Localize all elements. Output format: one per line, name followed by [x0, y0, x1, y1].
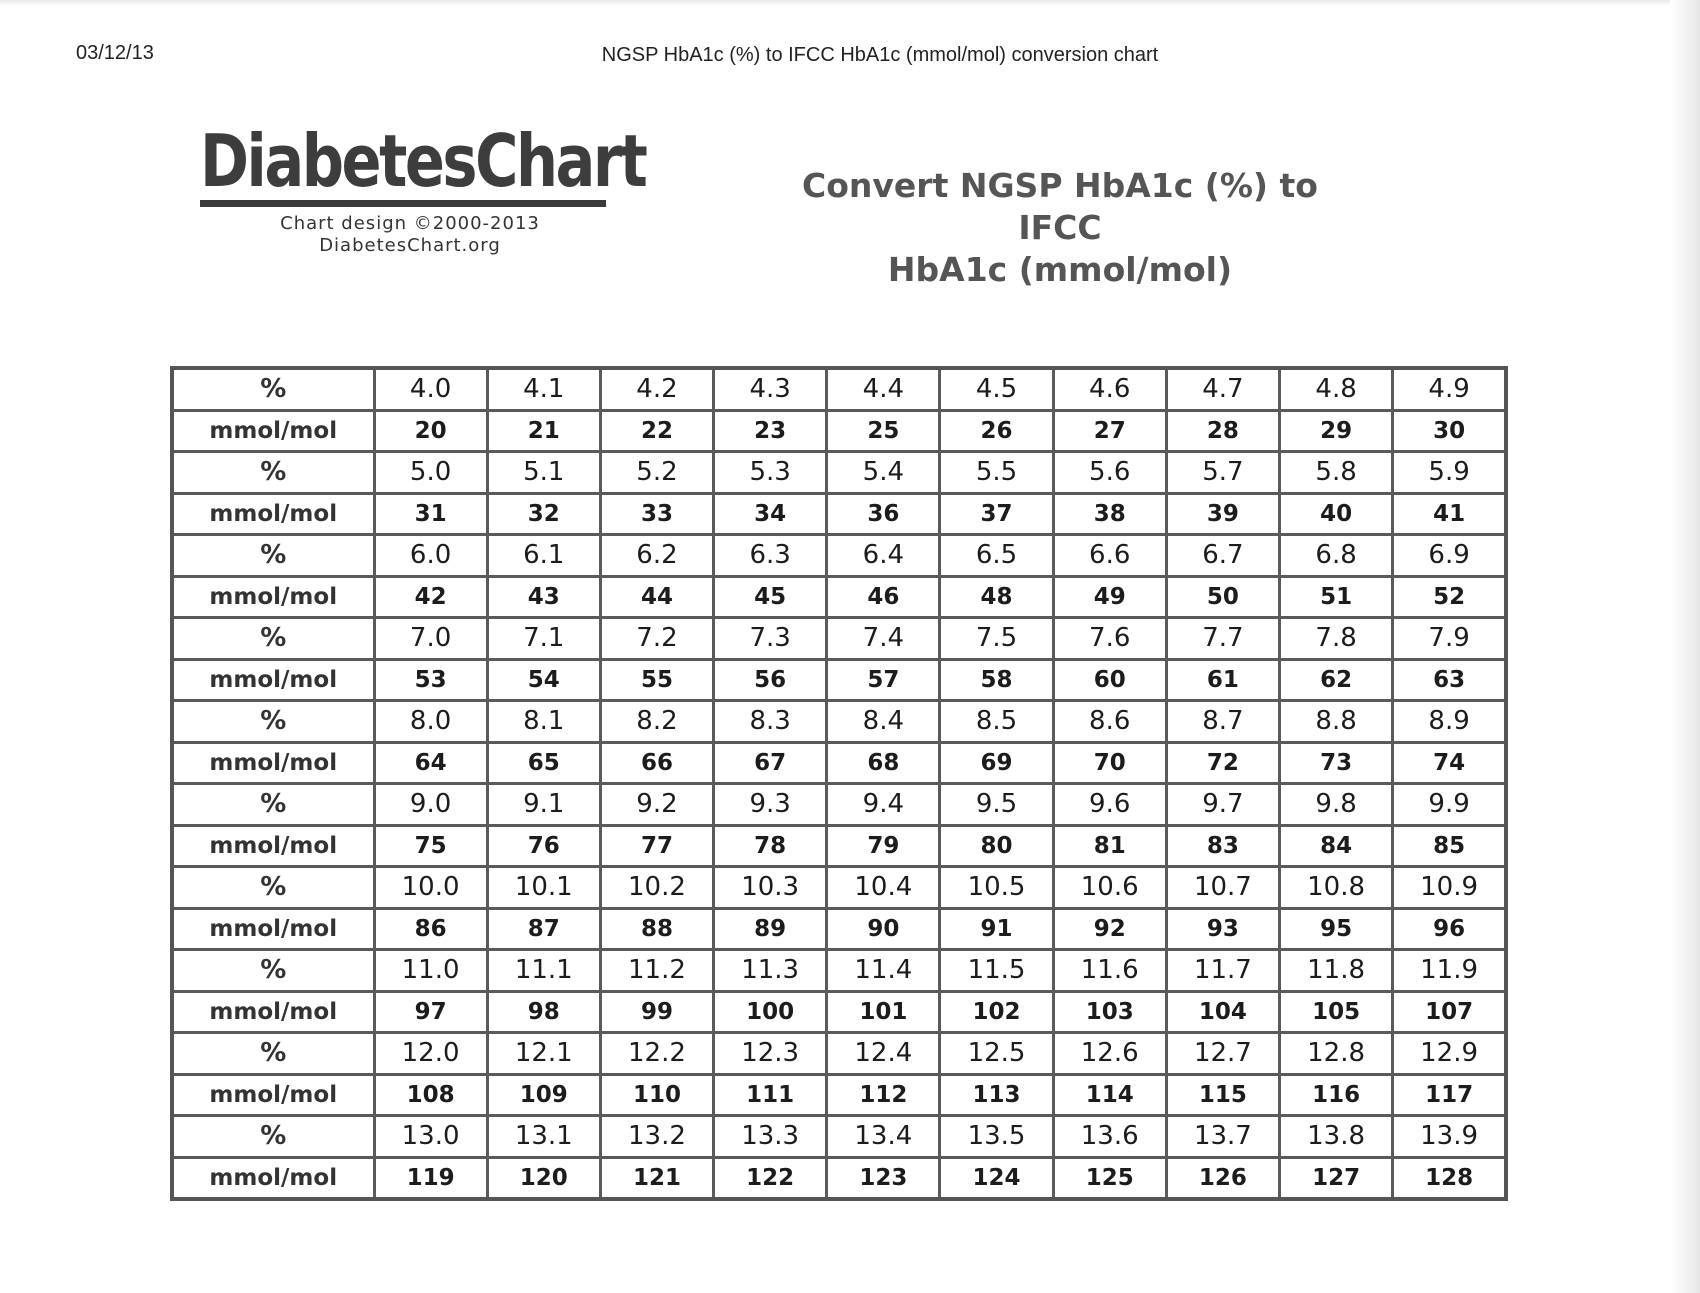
mmol-cell: 36 — [827, 493, 940, 535]
mmol-cell: 67 — [714, 742, 827, 784]
mmol-row-label: mmol/mol — [172, 908, 374, 950]
mmol-cell: 48 — [940, 576, 1053, 618]
percent-cell: 13.5 — [940, 1116, 1053, 1158]
mmol-cell: 43 — [487, 576, 600, 618]
percent-cell: 13.0 — [374, 1116, 487, 1158]
mmol-cell: 76 — [487, 825, 600, 867]
percent-cell: 9.5 — [940, 784, 1053, 826]
mmol-row-label: mmol/mol — [172, 991, 374, 1033]
mmol-cell: 98 — [487, 991, 600, 1033]
mmol-row — [172, 991, 1506, 1033]
percent-cell: 9.8 — [1280, 784, 1393, 826]
percent-cell: 4.7 — [1166, 368, 1279, 410]
mmol-cell: 109 — [487, 1074, 600, 1116]
percent-row — [172, 1116, 1506, 1158]
percent-cell: 6.7 — [1166, 535, 1279, 577]
percent-row — [172, 784, 1506, 826]
percent-cell: 10.5 — [940, 867, 1053, 909]
mmol-cell: 37 — [940, 493, 1053, 535]
mmol-cell: 69 — [940, 742, 1053, 784]
mmol-row-label: mmol/mol — [172, 576, 374, 618]
conversion-table-body — [172, 368, 1506, 1199]
mmol-row-label: mmol/mol — [172, 1074, 374, 1116]
percent-cell: 6.1 — [487, 535, 600, 577]
mmol-cell: 45 — [714, 576, 827, 618]
mmol-cell: 97 — [374, 991, 487, 1033]
mmol-cell: 124 — [940, 1157, 1053, 1199]
mmol-cell: 95 — [1280, 908, 1393, 950]
mmol-cell: 58 — [940, 659, 1053, 701]
mmol-cell: 88 — [600, 908, 713, 950]
mmol-cell: 27 — [1053, 410, 1166, 452]
percent-cell: 13.8 — [1280, 1116, 1393, 1158]
percent-cell: 11.5 — [940, 950, 1053, 992]
percent-cell: 7.9 — [1393, 618, 1506, 660]
mmol-cell: 56 — [714, 659, 827, 701]
mmol-cell: 113 — [940, 1074, 1053, 1116]
mmol-cell: 60 — [1053, 659, 1166, 701]
mmol-row — [172, 493, 1506, 535]
mmol-row — [172, 908, 1506, 950]
mmol-cell: 72 — [1166, 742, 1279, 784]
mmol-cell: 22 — [600, 410, 713, 452]
mmol-cell: 125 — [1053, 1157, 1166, 1199]
mmol-cell: 40 — [1280, 493, 1393, 535]
percent-cell: 13.3 — [714, 1116, 827, 1158]
mmol-cell: 57 — [827, 659, 940, 701]
logo-credit-line2: DiabetesChart.org — [319, 235, 501, 256]
mmol-cell: 81 — [1053, 825, 1166, 867]
percent-cell: 8.3 — [714, 701, 827, 743]
mmol-cell: 122 — [714, 1157, 827, 1199]
percent-row-label: % — [172, 1033, 374, 1075]
percent-cell: 10.3 — [714, 867, 827, 909]
percent-cell: 7.6 — [1053, 618, 1166, 660]
percent-cell: 12.6 — [1053, 1033, 1166, 1075]
mmol-cell: 114 — [1053, 1074, 1166, 1116]
logo-credit-line1: Chart design ©2000-2013 — [280, 213, 540, 234]
mmol-cell: 29 — [1280, 410, 1393, 452]
percent-cell: 10.8 — [1280, 867, 1393, 909]
percent-row — [172, 452, 1506, 494]
percent-cell: 10.4 — [827, 867, 940, 909]
percent-cell: 10.7 — [1166, 867, 1279, 909]
percent-cell: 5.5 — [940, 452, 1053, 494]
mmol-cell: 63 — [1393, 659, 1506, 701]
percent-cell: 8.4 — [827, 701, 940, 743]
percent-cell: 6.5 — [940, 535, 1053, 577]
percent-cell: 8.8 — [1280, 701, 1393, 743]
mmol-cell: 126 — [1166, 1157, 1279, 1199]
mmol-row — [172, 576, 1506, 618]
percent-cell: 11.4 — [827, 950, 940, 992]
chart-heading — [780, 165, 1340, 291]
mmol-cell: 38 — [1053, 493, 1166, 535]
percent-cell: 11.0 — [374, 950, 487, 992]
percent-row-label: % — [172, 1116, 374, 1158]
header-date: 03/12/13 — [76, 42, 154, 64]
mmol-cell: 117 — [1393, 1074, 1506, 1116]
mmol-cell: 77 — [600, 825, 713, 867]
mmol-cell: 62 — [1280, 659, 1393, 701]
percent-cell: 7.8 — [1280, 618, 1393, 660]
percent-cell: 10.9 — [1393, 867, 1506, 909]
mmol-cell: 115 — [1166, 1074, 1279, 1116]
percent-cell: 9.2 — [600, 784, 713, 826]
percent-cell: 4.3 — [714, 368, 827, 410]
mmol-cell: 84 — [1280, 825, 1393, 867]
mmol-cell: 86 — [374, 908, 487, 950]
percent-cell: 12.5 — [940, 1033, 1053, 1075]
percent-cell: 9.1 — [487, 784, 600, 826]
mmol-cell: 85 — [1393, 825, 1506, 867]
mmol-cell: 25 — [827, 410, 940, 452]
percent-row-label: % — [172, 950, 374, 992]
mmol-cell: 42 — [374, 576, 487, 618]
mmol-row-label: mmol/mol — [172, 825, 374, 867]
mmol-row — [172, 1157, 1506, 1199]
percent-cell: 11.2 — [600, 950, 713, 992]
mmol-cell: 51 — [1280, 576, 1393, 618]
mmol-cell: 52 — [1393, 576, 1506, 618]
mmol-cell: 100 — [714, 991, 827, 1033]
scan-top-shadow — [0, 0, 1700, 6]
conversion-table — [170, 366, 1508, 1201]
percent-row-label: % — [172, 701, 374, 743]
percent-cell: 9.0 — [374, 784, 487, 826]
percent-cell: 10.2 — [600, 867, 713, 909]
percent-cell: 7.4 — [827, 618, 940, 660]
percent-cell: 4.4 — [827, 368, 940, 410]
percent-row-label: % — [172, 535, 374, 577]
mmol-cell: 89 — [714, 908, 827, 950]
mmol-cell: 23 — [714, 410, 827, 452]
mmol-cell: 121 — [600, 1157, 713, 1199]
mmol-cell: 44 — [600, 576, 713, 618]
percent-cell: 12.9 — [1393, 1033, 1506, 1075]
percent-cell: 5.9 — [1393, 452, 1506, 494]
percent-row — [172, 701, 1506, 743]
mmol-cell: 54 — [487, 659, 600, 701]
mmol-cell: 20 — [374, 410, 487, 452]
mmol-row — [172, 659, 1506, 701]
mmol-cell: 111 — [714, 1074, 827, 1116]
percent-cell: 9.4 — [827, 784, 940, 826]
percent-cell: 7.7 — [1166, 618, 1279, 660]
percent-cell: 7.5 — [940, 618, 1053, 660]
percent-cell: 6.9 — [1393, 535, 1506, 577]
percent-cell: 12.3 — [714, 1033, 827, 1075]
mmol-row — [172, 742, 1506, 784]
percent-cell: 6.8 — [1280, 535, 1393, 577]
percent-cell: 7.2 — [600, 618, 713, 660]
percent-cell: 8.2 — [600, 701, 713, 743]
mmol-row — [172, 410, 1506, 452]
mmol-cell: 104 — [1166, 991, 1279, 1033]
percent-cell: 6.4 — [827, 535, 940, 577]
mmol-cell: 91 — [940, 908, 1053, 950]
logo-wordmark: DiabetesChart — [200, 119, 646, 203]
header-title: NGSP HbA1c (%) to IFCC HbA1c (mmol/mol) conversion chart — [601, 44, 1159, 66]
percent-cell: 8.7 — [1166, 701, 1279, 743]
percent-row — [172, 1033, 1506, 1075]
mmol-cell: 102 — [940, 991, 1053, 1033]
percent-cell: 13.2 — [600, 1116, 713, 1158]
percent-cell: 6.6 — [1053, 535, 1166, 577]
logo-credit — [200, 213, 620, 257]
percent-cell: 4.8 — [1280, 368, 1393, 410]
mmol-cell: 64 — [374, 742, 487, 784]
percent-cell: 9.6 — [1053, 784, 1166, 826]
mmol-cell: 105 — [1280, 991, 1393, 1033]
percent-cell: 11.7 — [1166, 950, 1279, 992]
percent-cell: 12.1 — [487, 1033, 600, 1075]
percent-cell: 13.9 — [1393, 1116, 1506, 1158]
mmol-cell: 110 — [600, 1074, 713, 1116]
percent-cell: 10.1 — [487, 867, 600, 909]
percent-row-label: % — [172, 784, 374, 826]
mmol-row-label: mmol/mol — [172, 1157, 374, 1199]
chart-heading-line2: HbA1c (mmol/mol) — [887, 250, 1233, 289]
mmol-cell: 41 — [1393, 493, 1506, 535]
mmol-cell: 92 — [1053, 908, 1166, 950]
percent-cell: 12.0 — [374, 1033, 487, 1075]
mmol-row — [172, 825, 1506, 867]
mmol-cell: 50 — [1166, 576, 1279, 618]
mmol-cell: 65 — [487, 742, 600, 784]
mmol-cell: 101 — [827, 991, 940, 1033]
percent-cell: 5.2 — [600, 452, 713, 494]
mmol-cell: 123 — [827, 1157, 940, 1199]
percent-row — [172, 535, 1506, 577]
percent-row-label: % — [172, 867, 374, 909]
percent-cell: 6.0 — [374, 535, 487, 577]
mmol-cell: 70 — [1053, 742, 1166, 784]
mmol-cell: 87 — [487, 908, 600, 950]
mmol-cell: 103 — [1053, 991, 1166, 1033]
percent-cell: 4.2 — [600, 368, 713, 410]
percent-cell: 10.6 — [1053, 867, 1166, 909]
mmol-row-label: mmol/mol — [172, 659, 374, 701]
percent-row — [172, 368, 1506, 410]
percent-cell: 9.9 — [1393, 784, 1506, 826]
mmol-cell: 127 — [1280, 1157, 1393, 1199]
mmol-cell: 30 — [1393, 410, 1506, 452]
percent-cell: 11.3 — [714, 950, 827, 992]
diabeteschart-logo — [200, 118, 646, 257]
mmol-cell: 120 — [487, 1157, 600, 1199]
percent-cell: 8.0 — [374, 701, 487, 743]
percent-cell: 10.0 — [374, 867, 487, 909]
mmol-cell: 116 — [1280, 1074, 1393, 1116]
mmol-cell: 128 — [1393, 1157, 1506, 1199]
mmol-cell: 55 — [600, 659, 713, 701]
percent-cell: 12.2 — [600, 1033, 713, 1075]
percent-row-label: % — [172, 618, 374, 660]
percent-cell: 7.0 — [374, 618, 487, 660]
percent-cell: 5.0 — [374, 452, 487, 494]
mmol-cell: 93 — [1166, 908, 1279, 950]
percent-cell: 6.3 — [714, 535, 827, 577]
mmol-cell: 107 — [1393, 991, 1506, 1033]
percent-cell: 11.9 — [1393, 950, 1506, 992]
percent-cell: 5.8 — [1280, 452, 1393, 494]
mmol-cell: 31 — [374, 493, 487, 535]
mmol-row-label: mmol/mol — [172, 493, 374, 535]
mmol-cell: 96 — [1393, 908, 1506, 950]
mmol-cell: 53 — [374, 659, 487, 701]
percent-row — [172, 867, 1506, 909]
mmol-row — [172, 1074, 1506, 1116]
percent-row — [172, 618, 1506, 660]
percent-cell: 12.4 — [827, 1033, 940, 1075]
mmol-cell: 21 — [487, 410, 600, 452]
percent-cell: 5.6 — [1053, 452, 1166, 494]
chart-heading-line1: Convert NGSP HbA1c (%) to IFCC — [802, 166, 1318, 247]
mmol-cell: 33 — [600, 493, 713, 535]
mmol-row-label: mmol/mol — [172, 410, 374, 452]
mmol-row-label: mmol/mol — [172, 742, 374, 784]
mmol-cell: 46 — [827, 576, 940, 618]
percent-cell: 5.3 — [714, 452, 827, 494]
percent-row-label: % — [172, 452, 374, 494]
percent-cell: 7.1 — [487, 618, 600, 660]
mmol-cell: 28 — [1166, 410, 1279, 452]
mmol-cell: 61 — [1166, 659, 1279, 701]
percent-cell: 13.4 — [827, 1116, 940, 1158]
mmol-cell: 34 — [714, 493, 827, 535]
percent-cell: 5.7 — [1166, 452, 1279, 494]
percent-cell: 9.3 — [714, 784, 827, 826]
percent-cell: 5.1 — [487, 452, 600, 494]
mmol-cell: 74 — [1393, 742, 1506, 784]
mmol-cell: 80 — [940, 825, 1053, 867]
percent-cell: 4.6 — [1053, 368, 1166, 410]
mmol-cell: 108 — [374, 1074, 487, 1116]
mmol-cell: 32 — [487, 493, 600, 535]
percent-row-label: % — [172, 368, 374, 410]
percent-cell: 4.0 — [374, 368, 487, 410]
mmol-cell: 49 — [1053, 576, 1166, 618]
percent-cell: 11.8 — [1280, 950, 1393, 992]
percent-cell: 12.8 — [1280, 1033, 1393, 1075]
percent-cell: 8.6 — [1053, 701, 1166, 743]
percent-cell: 13.1 — [487, 1116, 600, 1158]
percent-cell: 11.1 — [487, 950, 600, 992]
percent-cell: 9.7 — [1166, 784, 1279, 826]
percent-row — [172, 950, 1506, 992]
mmol-cell: 90 — [827, 908, 940, 950]
mmol-cell: 99 — [600, 991, 713, 1033]
mmol-cell: 78 — [714, 825, 827, 867]
scan-edge-shadow — [1670, 0, 1700, 1293]
mmol-cell: 83 — [1166, 825, 1279, 867]
mmol-cell: 68 — [827, 742, 940, 784]
mmol-cell: 66 — [600, 742, 713, 784]
percent-cell: 7.3 — [714, 618, 827, 660]
mmol-cell: 112 — [827, 1074, 940, 1116]
percent-cell: 11.6 — [1053, 950, 1166, 992]
mmol-cell: 75 — [374, 825, 487, 867]
mmol-cell: 79 — [827, 825, 940, 867]
mmol-cell: 26 — [940, 410, 1053, 452]
percent-cell: 4.1 — [487, 368, 600, 410]
mmol-cell: 73 — [1280, 742, 1393, 784]
percent-cell: 5.4 — [827, 452, 940, 494]
percent-cell: 12.7 — [1166, 1033, 1279, 1075]
mmol-cell: 119 — [374, 1157, 487, 1199]
percent-cell: 4.5 — [940, 368, 1053, 410]
percent-cell: 8.1 — [487, 701, 600, 743]
percent-cell: 13.7 — [1166, 1116, 1279, 1158]
percent-cell: 6.2 — [600, 535, 713, 577]
percent-cell: 13.6 — [1053, 1116, 1166, 1158]
percent-cell: 8.5 — [940, 701, 1053, 743]
percent-cell: 4.9 — [1393, 368, 1506, 410]
percent-cell: 8.9 — [1393, 701, 1506, 743]
mmol-cell: 39 — [1166, 493, 1279, 535]
